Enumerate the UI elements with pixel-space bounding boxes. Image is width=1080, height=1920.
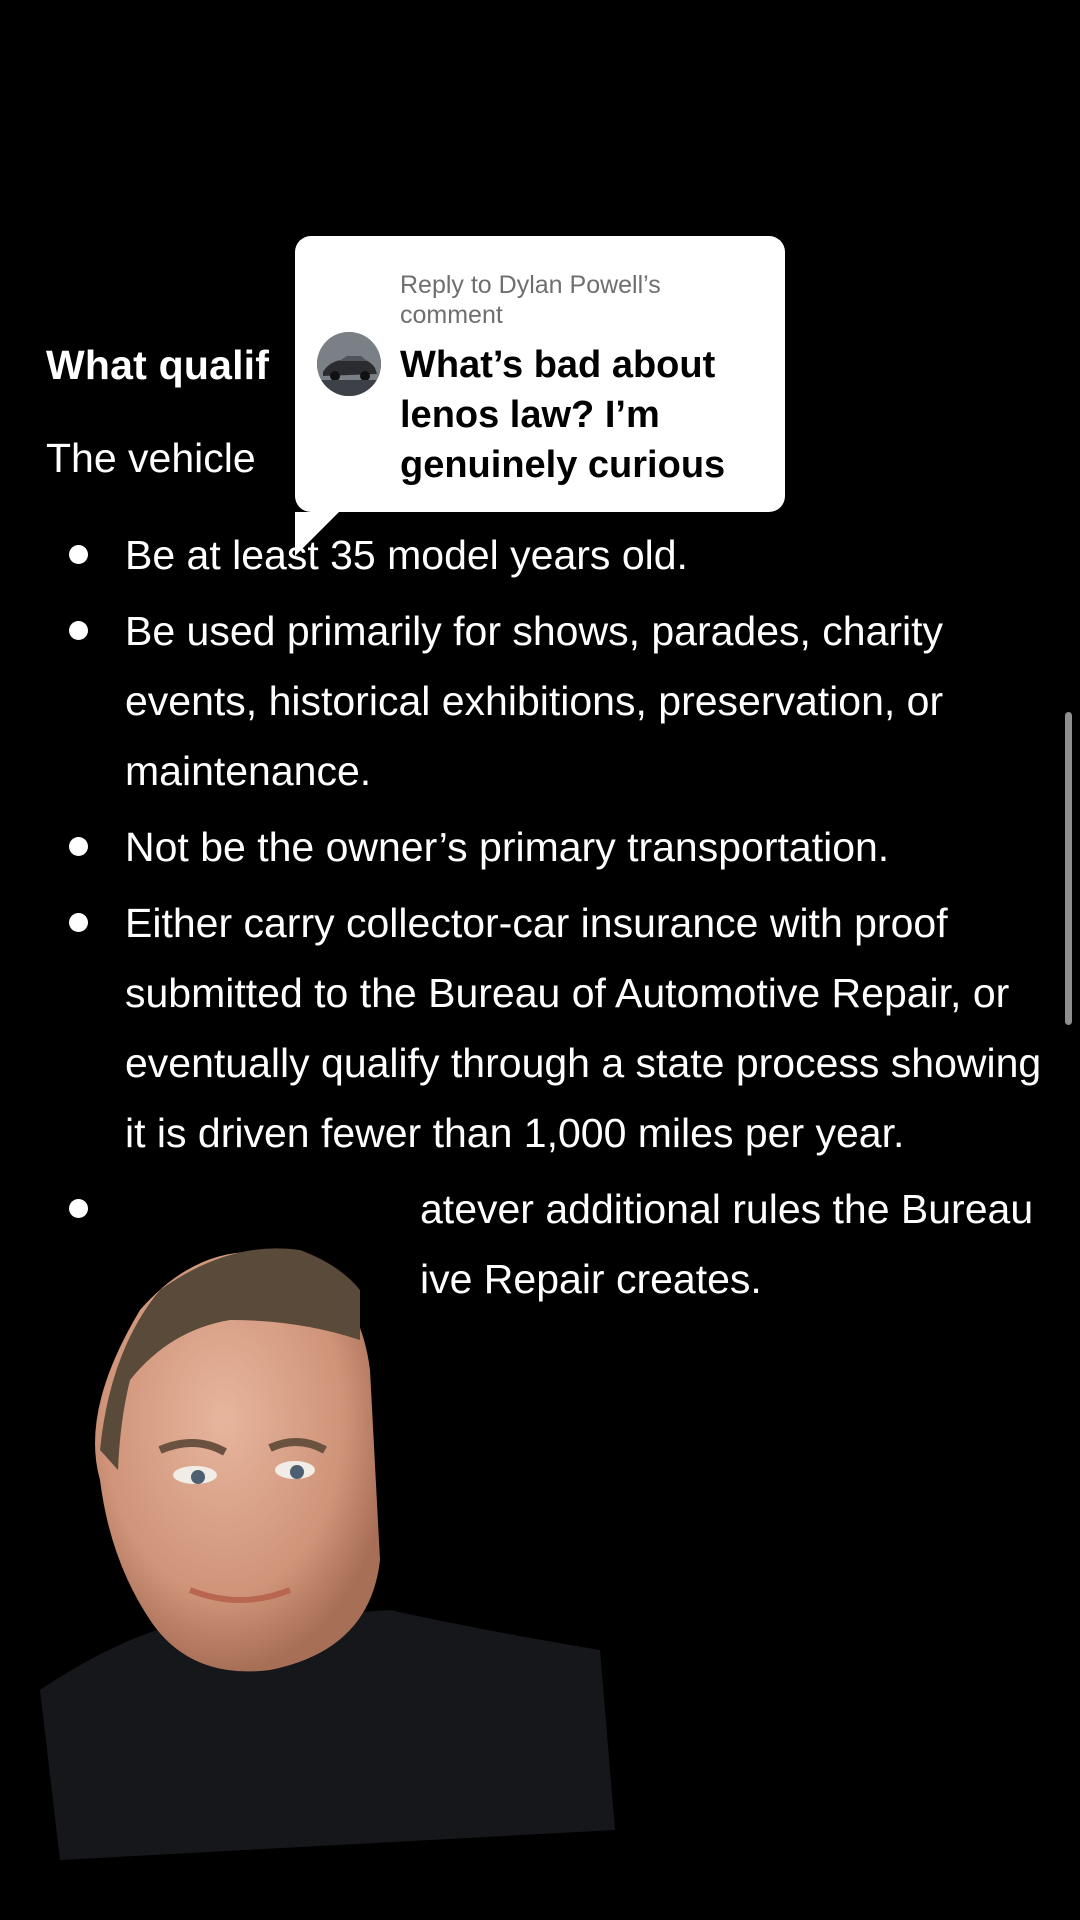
car-avatar-icon[interactable] — [317, 332, 381, 396]
list-item — [0, 888, 1080, 1168]
list-item-text: Not be the owner’s primary transportation. — [125, 824, 890, 870]
list-item — [0, 812, 1080, 882]
reply-comment-text: What’s bad about lenos law? I’m genuinely curious — [400, 344, 726, 486]
list-item — [0, 520, 1080, 590]
list-item-text: Be used primarily for shows, parades, charity events, historical exhibitions, preservation, or maintenance. — [125, 608, 944, 794]
bullet-icon — [69, 1199, 88, 1218]
section-heading: What qualif — [46, 342, 270, 388]
bullet-icon — [69, 837, 88, 856]
creator-face-cutout — [40, 1230, 615, 1860]
list-item-text: Be at least 35 model years old. — [125, 532, 688, 578]
list-item-text: atever additional rules the Bureau ive Repair creates. — [420, 1186, 1034, 1302]
speech-tail — [295, 512, 339, 556]
bullet-icon — [69, 621, 88, 640]
bullet-icon — [69, 913, 88, 932]
list-item-text: Either carry collector-car insurance with proof submitted to the Bureau of Automotive Repair, or eventually qualify through a state process showing it is driven fewer than 1,000 miles per year. — [125, 900, 1042, 1156]
scrollbar[interactable] — [1065, 712, 1072, 1025]
requirements-list — [0, 520, 1080, 1320]
list-item — [0, 596, 1080, 806]
reply-label: Reply to Dylan Powell’s comment — [400, 271, 661, 329]
intro-text: The vehicle — [46, 435, 256, 481]
reply-comment-card[interactable] — [295, 236, 785, 512]
bullet-icon — [69, 545, 88, 564]
